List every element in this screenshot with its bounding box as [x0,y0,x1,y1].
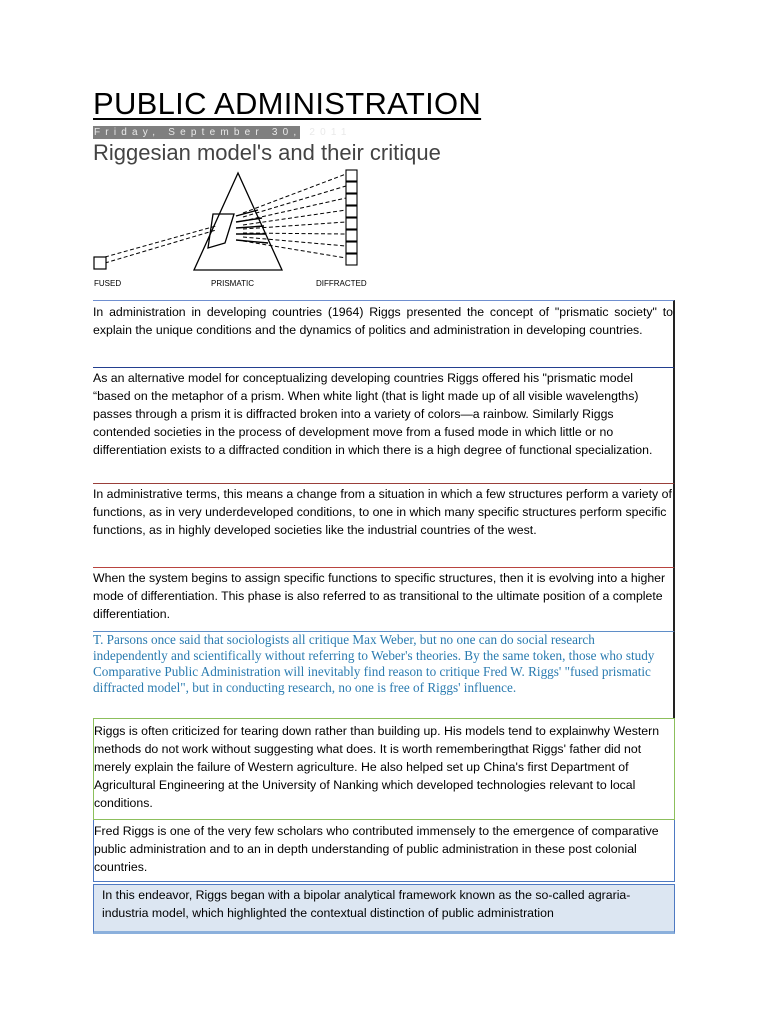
paragraph-box [93,820,675,882]
paragraph-box [93,368,675,484]
prismatic-label: PRISMATIC [211,279,254,288]
quote-box [93,632,675,718]
paragraph-box [93,718,675,820]
paragraph-text: As an alternative model for conceptualizing developing countries Riggs offered his "prismatic model “based on the metaphor of a prism. When white light (that is light made up of all visible wavelengths) passes through a prism it is diffracted broken into a variety of colors—a rainbow. Similarly Riggs contended societies in the process of development move from a fused mode in which little or no differentiation exists to a diffracted condition in which there is a high degree of functional specialization. [93,371,653,457]
paragraph-text: Fred Riggs is one of the very few scholars who contributed immensely to the emergence of comparative public administration and to an in depth understanding of public administration in these post colonial countries. [94,824,659,874]
paragraph-box [93,484,675,568]
quote-text: T. Parsons once said that sociologists all critique Max Weber, but no one can do social research independently and scientifically without referring to Weber's theories. By the same token, those who study Comparative Public Administration will inevitably find reason to critique Fred W. Riggs' "fused prismatic diffracted model", but in conducting research, no one is free of Riggs' influence. [93,632,655,695]
paragraph-text: When the system begins to assign specific functions to specific structures, then it is evolving into a higher mode of differentiation. This phase is also referred to as transitional to the ultimate position of a complete differentiation. [93,571,666,621]
paragraph-box [93,568,675,632]
highlighted-paragraph-box [93,884,675,934]
light-ray-lines [105,174,346,263]
fused-label: FUSED [94,279,122,288]
diffracted-boxes [346,170,357,265]
fused-box [94,257,106,269]
prismatic-model-diagram [88,166,378,294]
blog-title[interactable]: PUBLIC ADMINISTRATION [93,86,482,121]
paragraph-text: In administrative terms, this means a change from a situation in which a few structures perform a variety of functions, as in very underdeveloped conditions, to one in which many specific structures perform specific functions, as in highly developed societies like the industrial countries of the west. [93,487,672,537]
paragraph-text: In this endeavor, Riggs began with a bipolar analytical framework known as the so-called agraria-industria model, which highlighted the contextual distinction of public administration [102,888,631,920]
post-date: Friday, September 30, 2011 [94,127,352,138]
diffracted-label: DIFFRACTED [316,279,367,288]
paragraph-text: Riggs is often criticized for tearing down rather than building up. His models tend to explainwhy Western methods do not work without suggesting what does. It is worth rememberingthat Riggs' father did not merely explain the failure of Western agriculture. He also helped set up China's first Department of Agricultural Engineering at the University of Nanking which developed technologies relevant to local conditions. [94,724,660,810]
paragraph-box [93,300,675,368]
paragraph-text: In administration in developing countries (1964) Riggs presented the concept of "prismatic society" to explain the unique conditions and the dynamics of politics and administration in developing countries. [93,305,673,337]
post-title[interactable]: Riggesian model's and their critique [93,140,441,165]
